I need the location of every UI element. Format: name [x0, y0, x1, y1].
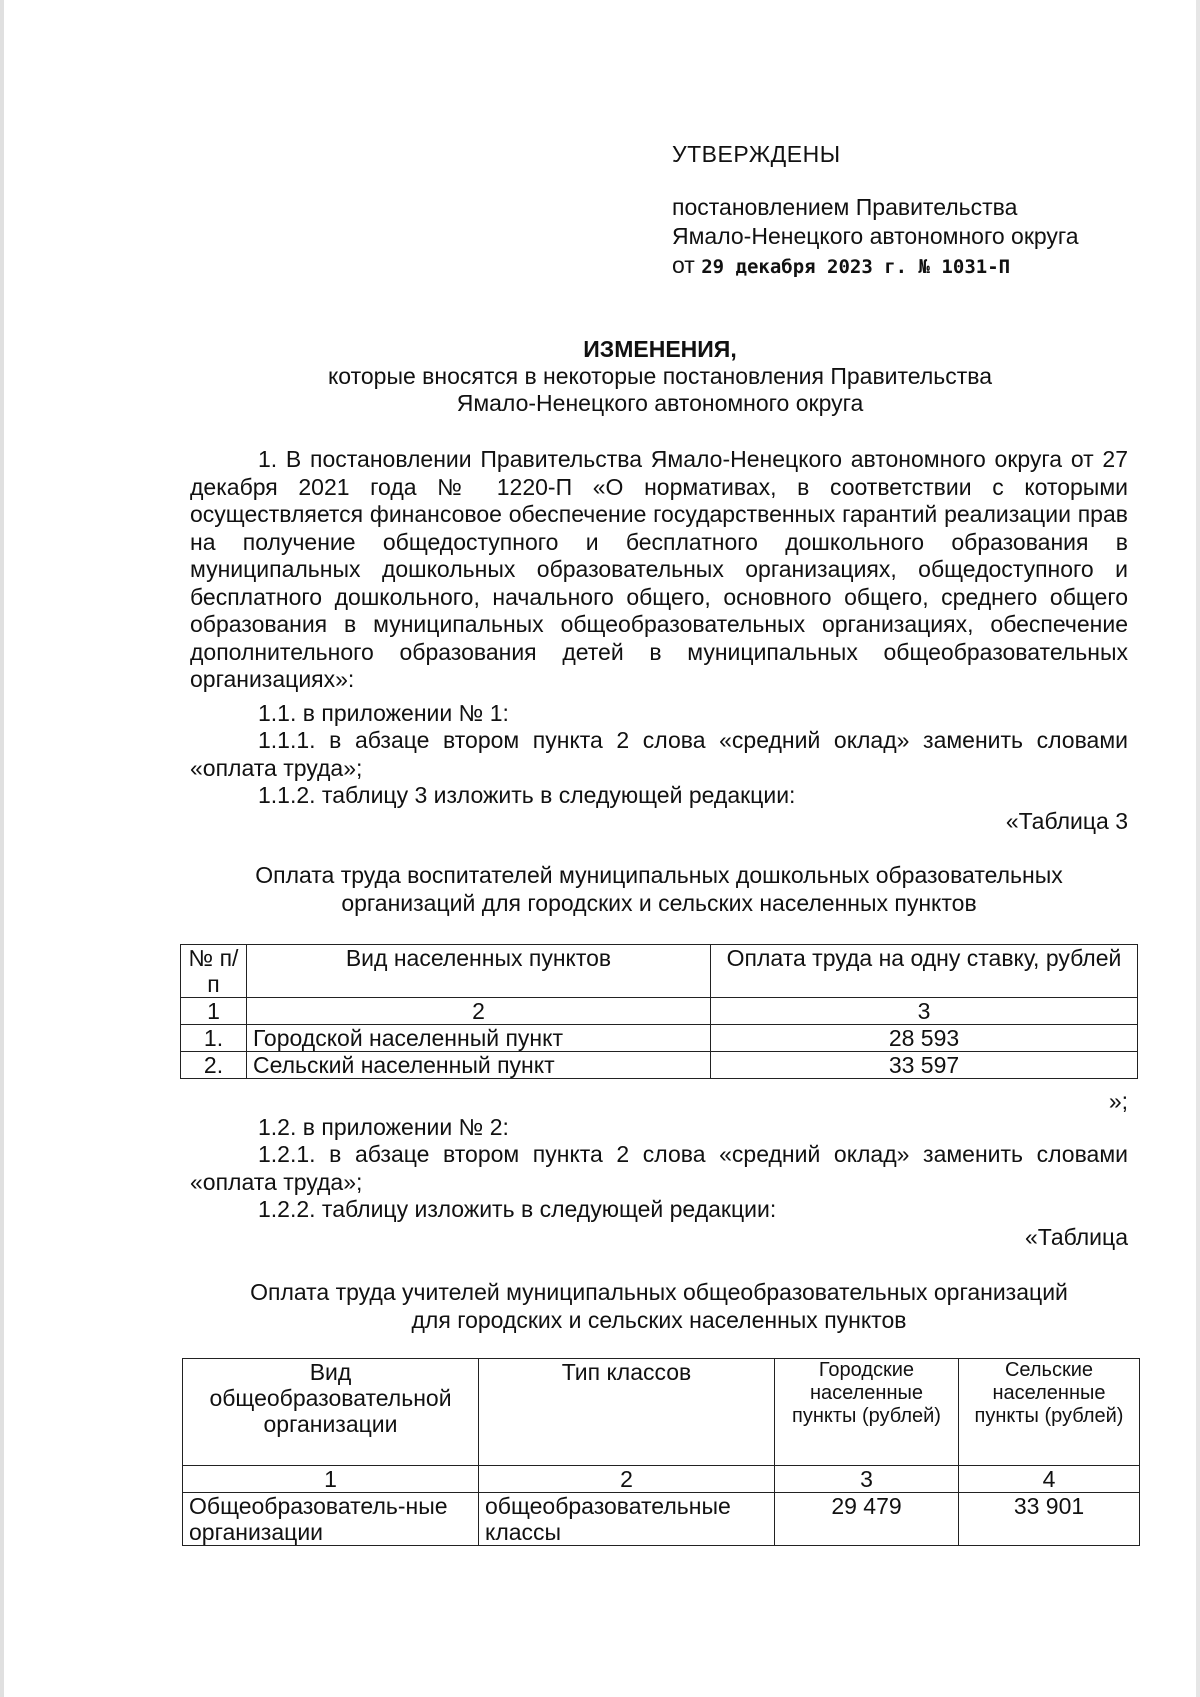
- paragraph-1: 1. В постановлении Правительства Ямало-Ненецкого автономного округа от 27 декабря 2021 года № 1220-П «О нормативах, в соответствии с которыми осуществляется финансовое обеспечение государственных гарантий реализации прав на получение общедоступного и бесплатного дошкольного образования в муниципальных дошкольных образовательных организациях, общедоступного и бесплатного дошкольного, начального общего, основного общего, среднего общего образования в муниципальных общеобразовательных организациях, обеспечение дополнительного образования детей в муниципальных общеобразовательных организациях»:: [190, 446, 1128, 692]
- table-cell: Городской населенный пункт: [247, 1025, 711, 1052]
- table-3: [180, 944, 1138, 1079]
- table-header-row: [183, 1359, 1140, 1466]
- approval-date-prefix: от: [672, 252, 695, 278]
- table-cell: Сельский населенный пункт: [247, 1052, 711, 1079]
- approval-line-1: постановлением Правительства: [672, 194, 1018, 220]
- table-header-cell: Вид населенных пунктов: [247, 945, 711, 998]
- approval-stamp: [672, 140, 1079, 282]
- table-cell: 28 593: [711, 1025, 1138, 1052]
- table-cell: 2.: [181, 1052, 247, 1079]
- table3-caption-line-1: Оплата труда воспитателей муниципальных дошкольных образовательных: [255, 862, 1063, 888]
- approval-heading: УТВЕРЖДЕНЫ: [672, 141, 841, 167]
- approval-line-2: Ямало-Ненецкого автономного округа: [672, 223, 1079, 249]
- table2-caption-line-2: для городских и сельских населенных пунктов: [411, 1306, 907, 1333]
- table2-caption: [180, 1279, 1138, 1334]
- table-cell: 1.: [181, 1025, 247, 1052]
- table-header-cell: Сельские населенные пункты (рублей): [959, 1359, 1140, 1466]
- title-sub-1: которые вносятся в некоторые постановления Правительства: [327, 363, 993, 389]
- table-header-cell: Вид общеобразовательной организации: [183, 1359, 479, 1466]
- table-cell: 3: [711, 998, 1138, 1025]
- title-main: ИЗМЕНЕНИЯ,: [583, 336, 737, 362]
- table-cell: общеобразовательные классы: [479, 1493, 775, 1546]
- table3-caption: [180, 862, 1138, 917]
- table-row: [183, 1493, 1140, 1546]
- paragraph-1-1-2: 1.1.2. таблицу 3 изложить в следующей редакции:: [258, 782, 796, 808]
- table-header-cell: Тип классов: [479, 1359, 775, 1466]
- document-title: [190, 336, 1130, 417]
- table-header-row: [181, 945, 1138, 998]
- table-2: [182, 1358, 1140, 1546]
- approval-date-value: 29 декабря 2023 г. № 1031-П: [701, 256, 1011, 278]
- paragraph-1-2-1: 1.2.1. в абзаце втором пункта 2 слова «средний оклад» заменить словами «оплата труда»;: [190, 1141, 1128, 1195]
- table-header-cell: Городские населенные пункты (рублей): [775, 1359, 959, 1466]
- table-cell: 33 901: [959, 1493, 1140, 1546]
- page-edge-right: [1196, 0, 1200, 1697]
- paragraph-1-1-1: 1.1.1. в абзаце втором пункта 2 слова «средний оклад» заменить словами «оплата труда»;: [190, 727, 1128, 781]
- table-header-cell: Оплата труда на одну ставку, рублей: [711, 945, 1138, 998]
- table-column-numbers-row: [181, 998, 1138, 1025]
- title-sub-2: Ямало-Ненецкого автономного округа: [456, 390, 864, 416]
- table-cell: Общеобразователь-ные организации: [183, 1493, 479, 1546]
- table-cell: 2: [479, 1466, 775, 1493]
- table-column-numbers-row: [183, 1466, 1140, 1493]
- table-cell: 1: [181, 998, 247, 1025]
- table3-end: »;: [1108, 1088, 1128, 1114]
- paragraph-1-2: 1.2. в приложении № 2:: [258, 1114, 509, 1140]
- paragraph-1-2-2: 1.2.2. таблицу изложить в следующей редакции:: [258, 1196, 777, 1222]
- table-cell: 1: [183, 1466, 479, 1493]
- table-cell: 4: [959, 1466, 1140, 1493]
- page-edge-left: [0, 0, 4, 1697]
- paragraph-1-1: 1.1. в приложении № 1:: [258, 700, 509, 726]
- table2-caption-line-1: Оплата труда учителей муниципальных общеобразовательных организаций: [250, 1279, 1068, 1305]
- table-cell: 3: [775, 1466, 959, 1493]
- table3-label: «Таблица 3: [1005, 808, 1128, 834]
- table-row: [181, 1052, 1138, 1079]
- table-header-cell: № п/п: [181, 945, 247, 998]
- table-cell: 33 597: [711, 1052, 1138, 1079]
- table-row: [181, 1025, 1138, 1052]
- approval-date-line: [672, 251, 1079, 282]
- table3-caption-line-2: организаций для городских и сельских населенных пунктов: [341, 889, 977, 916]
- table-cell: 29 479: [775, 1493, 959, 1546]
- table2-label: «Таблица: [1025, 1224, 1128, 1250]
- table-cell: 2: [247, 998, 711, 1025]
